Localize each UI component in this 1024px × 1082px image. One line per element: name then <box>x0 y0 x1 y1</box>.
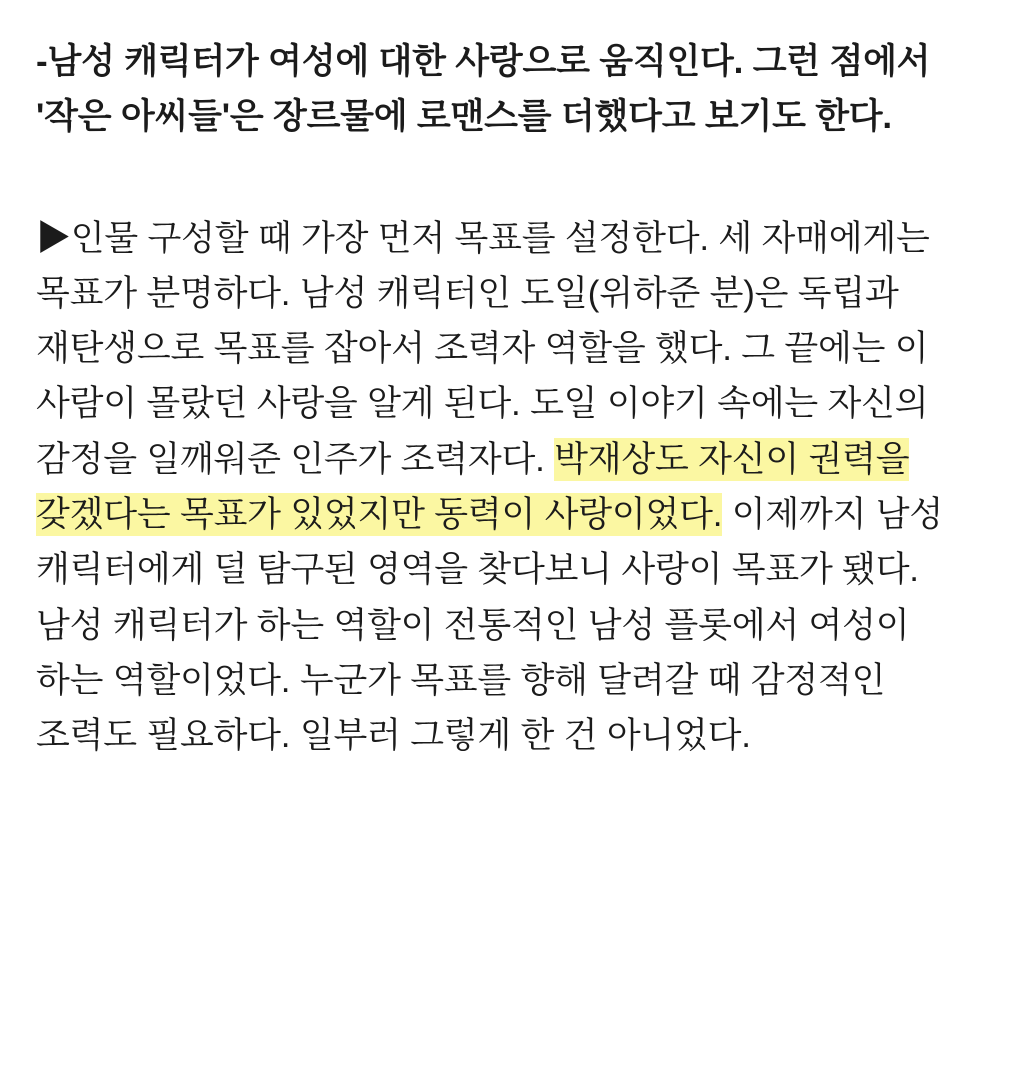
paragraph-question <box>36 34 980 145</box>
text-segment: -남성 캐릭터가 여성에 대한 사랑으로 움직인다. 그런 점에서 '작은 아씨들'은 장르물에 로맨스를 더했다고 보기도 한다. <box>36 42 931 137</box>
text-segment: ▶인물 구성할 때 가장 먼저 목표를 설정한다. 세 자매에게는 목표가 분명하다. 남성 캐릭터인 도일(위하준 분)은 독립과 재탄생으로 목표를 잡아서 조력자 역할을 했다. 그 끝에는 이 사람이 몰랐던 사랑을 알게 된다. 도일 이야기 속에는 자신의 감정을 일깨워준 인주가 조력자다. <box>36 218 930 479</box>
highlighted-text-segment: 박재상도 자신이 권력을 갖겠다는 목표가 있었지만 동력이 사랑이었다. <box>36 439 910 535</box>
paragraph-spacer <box>36 145 980 211</box>
paragraph-answer <box>36 211 980 764</box>
text-segment: 이제까지 남성 캐릭터에게 덜 탐구된 영역을 찾다보니 사랑이 목표가 됐다. 남성 캐릭터가 하는 역할이 전통적인 남성 플롯에서 여성이 하는 역할이었다. 누군가 목표를 향해 달려갈 때 감정적인 조력도 필요하다. 일부러 그렇게 한 건 아니었다. <box>36 495 943 756</box>
